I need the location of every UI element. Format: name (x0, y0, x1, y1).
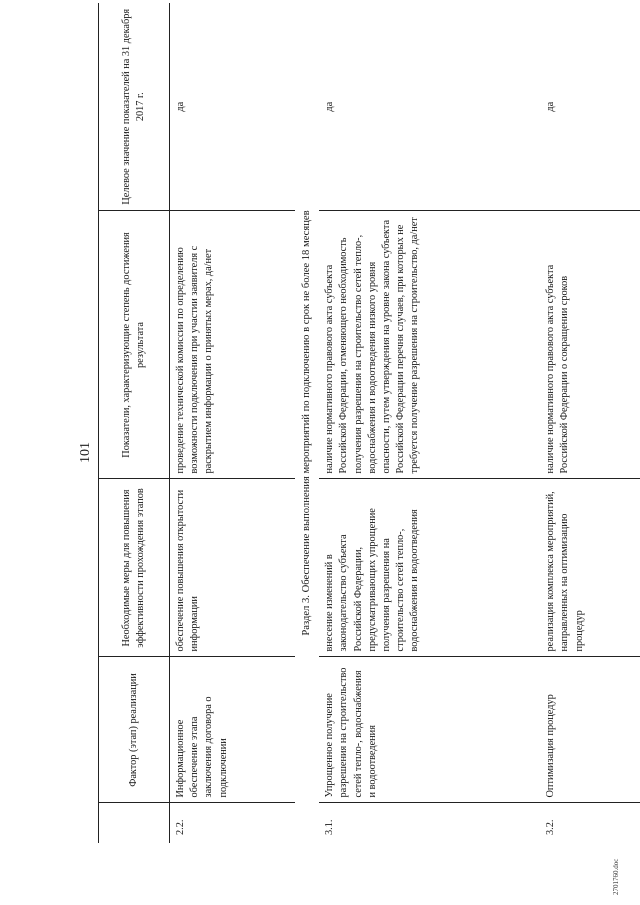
table-header-row (99, 3, 170, 843)
row-target: да (540, 3, 640, 211)
section-title: Раздел 3. Обеспечение выполнения мероприятий по подключению в срок не более 18 месяцев (301, 210, 312, 636)
row-factor: Оптимизация процедур (540, 657, 640, 803)
row-measures: внесение изменений в законодательство субъекта Российской Федерации, предусматривающих упрощение получения разрешения на строительство сетей тепло-, водоснабжения и водоотведения (319, 479, 540, 657)
measures-table (98, 3, 640, 843)
header-number (99, 803, 170, 843)
row-target: да (170, 3, 296, 211)
row-number: 3.1. (324, 819, 336, 835)
header-factor: Фактор (этап) реализации (99, 657, 170, 803)
row-factor: Информационное обеспечение этапа заключения договора о подключении (170, 657, 296, 803)
row-factor: Упрощенное получение разрешения на строительство сетей тепло-, водоснабжения и водоотведения (319, 657, 540, 803)
row-number: 3.2. (545, 819, 557, 835)
header-measures: Необходимые меры для повышения эффективности прохождения этапов (99, 479, 170, 657)
page-number: 101 (78, 442, 93, 463)
row-target: да (319, 3, 540, 211)
row-number: 2.2. (175, 819, 186, 835)
row-measures: обеспечение повышения открытости информации (170, 479, 296, 657)
table-row (170, 3, 296, 843)
row-indicators: проведение технической комиссии по определению возможности подключения при участии заявителя с раскрытием информации о принятых мерах, да/нет (170, 211, 296, 479)
document-file-reference: 2701760.doc (612, 858, 620, 895)
table-row (540, 3, 640, 843)
row-indicators: наличие нормативного правового акта субъекта Российской Федерации о сокращении сроков (540, 211, 640, 479)
row-measures: реализация комплекса мероприятий, направленных на оптимизацию процедур (540, 479, 640, 657)
header-target: Целевое значение показателей на 31 декабря 2017 г. (99, 3, 170, 211)
header-indicators: Показатели, характеризующие степень достижения результата (99, 211, 170, 479)
table-row (319, 3, 540, 843)
row-indicators: наличие нормативного правового акта субъекта Российской Федерации, отменяющего необходимость получения разрешения на строительство сетей тепло-, водоснабжения и водоотведения низкого уровня опасности, путем утверждения на уровне закона субъекта Российской Федерации перечня случаев, при которых не требуется получение разрешения на строительство, да/нет (319, 211, 540, 479)
section-heading-row (295, 3, 319, 843)
